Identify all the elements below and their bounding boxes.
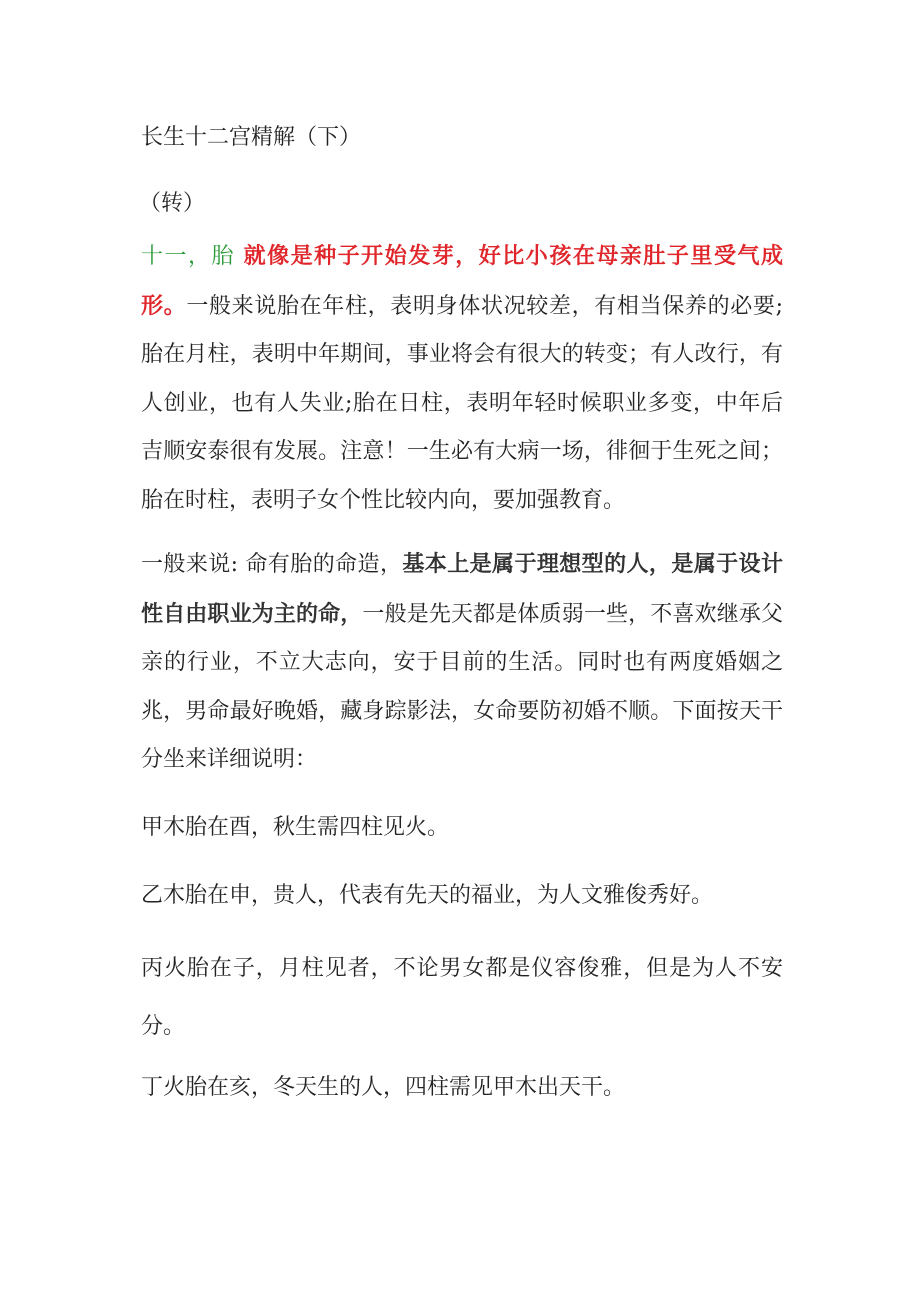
line-jia: 甲木胎在酉，秋生需四柱见火。 [141, 815, 450, 840]
line-ding: 丁火胎在亥，冬天生的人，四柱需见甲木出天干。 [141, 1075, 626, 1100]
general-lead: 一般来说: 命有胎的命造， [141, 552, 403, 577]
general-rest: 一般是先天都是体质弱一些，不喜欢继承父亲的行业，不立大志向，安于目前的生活。同时也有两度婚姻之兆，男命最好晚婚，藏身踪影法，女命要防初婚不顺。下面按天干分坐来详细说明： [141, 601, 783, 772]
line-bing: 丙火胎在子，月柱见者，不论男女都是仪容俊雅，但是为人不安分。 [141, 956, 783, 1039]
document-title: 长生十二宫精解（下） [141, 125, 362, 150]
section-11-body: 一般来说胎在年柱，表明身体状况较差，有相当保养的必要;胎在月柱，表明中年期间，事业将会有很大的转变；有人改行，有人创业，也有人失业;胎在日柱，表明年轻时候职业多变，中年后吉顺安泰很有发展。注意！一生必有大病一场，徘徊于生死之间；胎在时柱，表明子女个性比较内向，要加强教育。 [141, 293, 783, 513]
general-bold: 基本上是属于理想型的人，是属于设计性自由职业为主的命， [141, 551, 783, 627]
section-11-heading: 十一，胎 [141, 244, 236, 269]
source-note: （转） [139, 191, 206, 216]
section-11-paragraph [141, 232, 783, 525]
line-yi: 乙木胎在申，贵人，代表有先天的福业，为人文雅俊秀好。 [141, 883, 714, 908]
general-paragraph [141, 540, 783, 785]
section-11-highlight: 就像是种子开始发芽，好比小孩在母亲肚子里受气成形。 [141, 243, 783, 319]
